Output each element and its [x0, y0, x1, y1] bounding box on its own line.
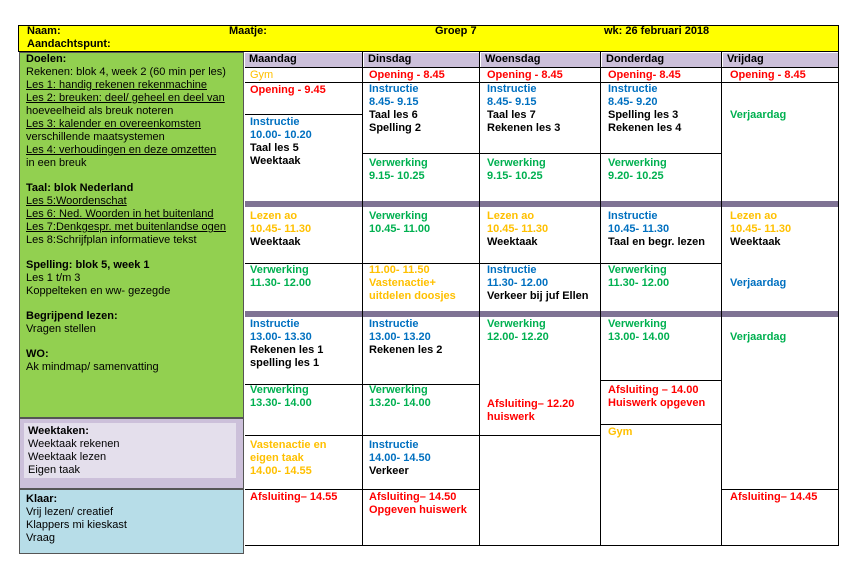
ma-verwerking-3-time: 13.30- 14.00	[250, 397, 312, 409]
spelling-topic: Koppelteken en ww- gezegde	[26, 285, 171, 297]
ma-instructie-3-b: spelling les 1	[250, 357, 320, 369]
ma-instructie-1-time: 10.00- 10.20	[250, 129, 312, 141]
grid-line	[721, 52, 722, 546]
klaar-item: Vrij lezen/ creatief	[26, 506, 114, 518]
ma-instructie-1-b: Weektaak	[250, 155, 301, 167]
ma-instructie-3: Instructie	[250, 318, 300, 330]
ma-verwerking-2-time: 11.30- 12.00	[250, 277, 312, 289]
di-verwerking-3: Verwerking	[369, 384, 428, 396]
ma-opening: Opening - 9.45	[250, 84, 326, 96]
grid-line	[245, 435, 362, 436]
ma-verwerking-3: Verwerking	[250, 384, 309, 396]
grid-line	[362, 52, 363, 546]
rekenen-les2b: hoeveelheid als breuk noteren	[26, 105, 174, 117]
weektaken-panel	[19, 418, 244, 489]
spelling-les: Les 1 t/m 3	[26, 272, 81, 284]
vr-verjaardag-3: Verjaardag	[730, 331, 787, 343]
day-header-dinsdag: Dinsdag	[364, 53, 479, 67]
grid-line	[600, 52, 601, 546]
di-afsluiting-b: Opgeven huiswerk	[369, 504, 467, 516]
break-band-1	[245, 201, 839, 207]
ma-afsluiting: Afsluiting– 14.55	[250, 491, 338, 503]
do-instructie-2: Instructie	[608, 210, 658, 222]
wo-instructie-1: Instructie	[487, 83, 537, 95]
do-instructie-1-time: 8.45- 9.20	[608, 96, 658, 108]
ma-lezen-time: 10.45- 11.30	[250, 223, 312, 235]
di-afsluiting: Afsluiting– 14.50	[369, 491, 457, 503]
ma-instructie-3-time: 13.00- 13.30	[250, 331, 312, 343]
rekenen-goal: Rekenen: blok 4, week 2 (60 min per les)	[26, 66, 226, 78]
grid-line	[480, 435, 600, 436]
grid-line	[245, 545, 839, 546]
day-header-maandag: Maandag	[245, 53, 362, 67]
week-label: wk: 26 februari 2018	[604, 25, 710, 37]
grid-line	[245, 82, 362, 83]
maatje-label: Maatje:	[229, 25, 267, 37]
wo-verwerking-1-time: 9.15- 10.25	[487, 170, 543, 182]
wo-afsluiting: Afsluiting– 12.20	[487, 398, 575, 410]
ma-vastenactie-time: 14.00- 14.55	[250, 465, 312, 477]
aandachtspunt-label: Aandachtspunt:	[27, 38, 111, 50]
vr-verjaardag: Verjaardag	[730, 109, 787, 121]
di-instructie-1-b: Spelling 2	[369, 122, 421, 134]
wo-instructie-1-time: 8.45- 9.15	[487, 96, 537, 108]
di-instructie-3: Instructie	[369, 318, 419, 330]
do-instructie-2-time: 10.45- 11.30	[608, 223, 670, 235]
vr-verjaardag-2: Verjaardag	[730, 277, 787, 289]
ma-instructie-1: Instructie	[250, 116, 300, 128]
do-verwerking-2: Verwerking	[608, 264, 667, 276]
di-verwerking-2-time: 10.45- 11.00	[369, 223, 431, 235]
do-instructie-1-a: Spelling les 3	[608, 109, 679, 121]
grid-line	[363, 435, 479, 436]
di-verwerking-2: Verwerking	[369, 210, 428, 222]
grid-line	[363, 489, 479, 490]
di-opening: Opening - 8.45	[369, 69, 445, 81]
klaar-item: Vraag	[26, 532, 55, 544]
ma-instructie-3-a: Rekenen les 1	[250, 344, 324, 356]
rekenen-les4b: in een breuk	[26, 157, 87, 169]
weektaken-title: Weektaken:	[28, 425, 89, 437]
taal-les8: Les 8:Schrijfplan informatieve tekst	[26, 234, 197, 246]
do-verwerking-1-time: 9.20- 10.25	[608, 170, 664, 182]
weektaken-item: Weektaak rekenen	[28, 438, 120, 450]
taal-les5: Les 5:Woordenschat	[26, 195, 127, 207]
vr-lezen-time: 10.45- 11.30	[730, 223, 792, 235]
di-instructie-3-a: Rekenen les 2	[369, 344, 443, 356]
rekenen-les3b: verschillende maatsystemen	[26, 131, 165, 143]
grid-line	[722, 82, 838, 83]
klaar-panel	[19, 489, 244, 554]
wo-title: WO:	[26, 348, 49, 360]
grid-line	[601, 424, 721, 425]
ma-lezen-a: Weektaak	[250, 236, 301, 248]
do-instructie-1-b: Rekenen les 4	[608, 122, 682, 134]
di-instructie-3-time: 13.00- 13.20	[369, 331, 431, 343]
di-vastenactie-time: 11.00- 11.50	[369, 264, 430, 276]
grid-line	[245, 67, 839, 68]
wo-lezen-a: Weektaak	[487, 236, 538, 248]
grid-line	[838, 52, 839, 546]
di-instructie-4: Instructie	[369, 439, 419, 451]
do-verwerking-2-time: 11.30- 12.00	[608, 277, 670, 289]
grid-line	[363, 153, 479, 154]
spelling-goal: Spelling: blok 5, week 1	[26, 259, 150, 271]
ma-vastenactie-b: eigen taak	[250, 452, 304, 464]
rekenen-les4a: Les 4: verhoudingen en deze omzetten	[26, 144, 217, 156]
wo-instructie-2: Instructie	[487, 264, 537, 276]
grid-line	[480, 153, 600, 154]
rekenen-les2a: Les 2: breuken: deel/ geheel en deel van	[26, 92, 225, 104]
day-header-donderdag: Donderdag	[602, 53, 721, 67]
vr-lezen-a: Weektaak	[730, 236, 781, 248]
di-verwerking-3-time: 13.20- 14.00	[369, 397, 431, 409]
weektaken-item: Weektaak lezen	[28, 451, 107, 463]
wo-instructie-2-a: Verkeer bij juf Ellen	[487, 290, 589, 302]
do-gym: Gym	[608, 426, 633, 438]
wo-instructie-1-b: Rekenen les 3	[487, 122, 561, 134]
di-instructie-1-time: 8.45- 9.15	[369, 96, 419, 108]
di-instructie-4-a: Verkeer	[369, 465, 409, 477]
rekenen-les3a: Les 3: kalender en overeenkomsten	[26, 118, 201, 130]
ma-gym: Gym	[250, 69, 274, 81]
taal-les6: Les 6: Ned. Woorden in het buitenland	[26, 208, 214, 220]
do-afsluiting: Afsluiting – 14.00	[608, 384, 699, 396]
vr-opening: Opening - 8.45	[730, 69, 806, 81]
grid-line	[245, 114, 362, 115]
day-header-woensdag: Woensdag	[481, 53, 600, 67]
taal-les7: Les 7:Denkgespr. met buitenlandse ogen	[26, 221, 226, 233]
grid-line	[601, 380, 721, 381]
begrijpend-lezen-title: Begrijpend lezen:	[26, 310, 118, 322]
wo-verwerking-3: Verwerking	[487, 318, 546, 330]
rekenen-les1: Les 1: handig rekenen rekenmachine	[26, 79, 208, 91]
ma-lezen: Lezen ao	[250, 210, 298, 222]
di-verwerking-1-time: 9.15- 10.25	[369, 170, 425, 182]
header-bar	[18, 25, 839, 52]
weektaken-item: Eigen taak	[28, 464, 80, 476]
ma-instructie-1-a: Taal les 5	[250, 142, 299, 154]
wo-goal: Ak mindmap/ samenvatting	[26, 361, 159, 373]
ma-verwerking-2: Verwerking	[250, 264, 309, 276]
naam-label: Naam:	[27, 25, 61, 37]
groep-label: Groep 7	[435, 25, 477, 37]
grid-line	[601, 153, 721, 154]
taal-goal: Taal: blok Nederland	[26, 182, 134, 194]
klaar-title: Klaar:	[26, 493, 58, 505]
grid-line	[479, 52, 480, 546]
wo-verwerking-3-time: 12.00- 12.20	[487, 331, 549, 343]
di-instructie-1: Instructie	[369, 83, 419, 95]
do-verwerking-3: Verwerking	[608, 318, 667, 330]
vr-afsluiting: Afsluiting– 14.45	[730, 491, 818, 503]
grid-line	[722, 489, 838, 490]
doelen-title: Doelen:	[26, 53, 67, 65]
do-opening: Opening- 8.45	[608, 69, 681, 81]
di-vastenactie: Vastenactie+	[369, 277, 436, 289]
wo-lezen: Lezen ao	[487, 210, 535, 222]
klaar-item: Klappers mi kieskast	[26, 519, 127, 531]
do-verwerking-1: Verwerking	[608, 157, 667, 169]
di-verwerking-1: Verwerking	[369, 157, 428, 169]
di-instructie-4-time: 14.00- 14.50	[369, 452, 431, 464]
break-band-2	[245, 311, 839, 317]
grid-line	[245, 489, 362, 490]
wo-lezen-time: 10.45- 11.30	[487, 223, 549, 235]
do-instructie-2-a: Taal en begr. lezen	[608, 236, 705, 248]
wo-verwerking-1: Verwerking	[487, 157, 546, 169]
do-verwerking-3-time: 13.00- 14.00	[608, 331, 670, 343]
ma-vastenactie: Vastenactie en	[250, 439, 327, 451]
do-instructie-1: Instructie	[608, 83, 658, 95]
wo-afsluiting-b: huiswerk	[487, 411, 535, 423]
vr-lezen: Lezen ao	[730, 210, 778, 222]
do-afsluiting-b: Huiswerk opgeven	[608, 397, 706, 409]
wo-instructie-1-a: Taal les 7	[487, 109, 536, 121]
di-vastenactie-b: uitdelen doosjes	[369, 290, 456, 302]
wo-instructie-2-time: 11.30- 12.00	[487, 277, 549, 289]
di-instructie-1-a: Taal les 6	[369, 109, 418, 121]
wo-opening: Opening - 8.45	[487, 69, 563, 81]
day-header-vrijdag: Vrijdag	[723, 53, 838, 67]
doelen-panel	[19, 52, 244, 418]
begrijpend-lezen-goal: Vragen stellen	[26, 323, 96, 335]
